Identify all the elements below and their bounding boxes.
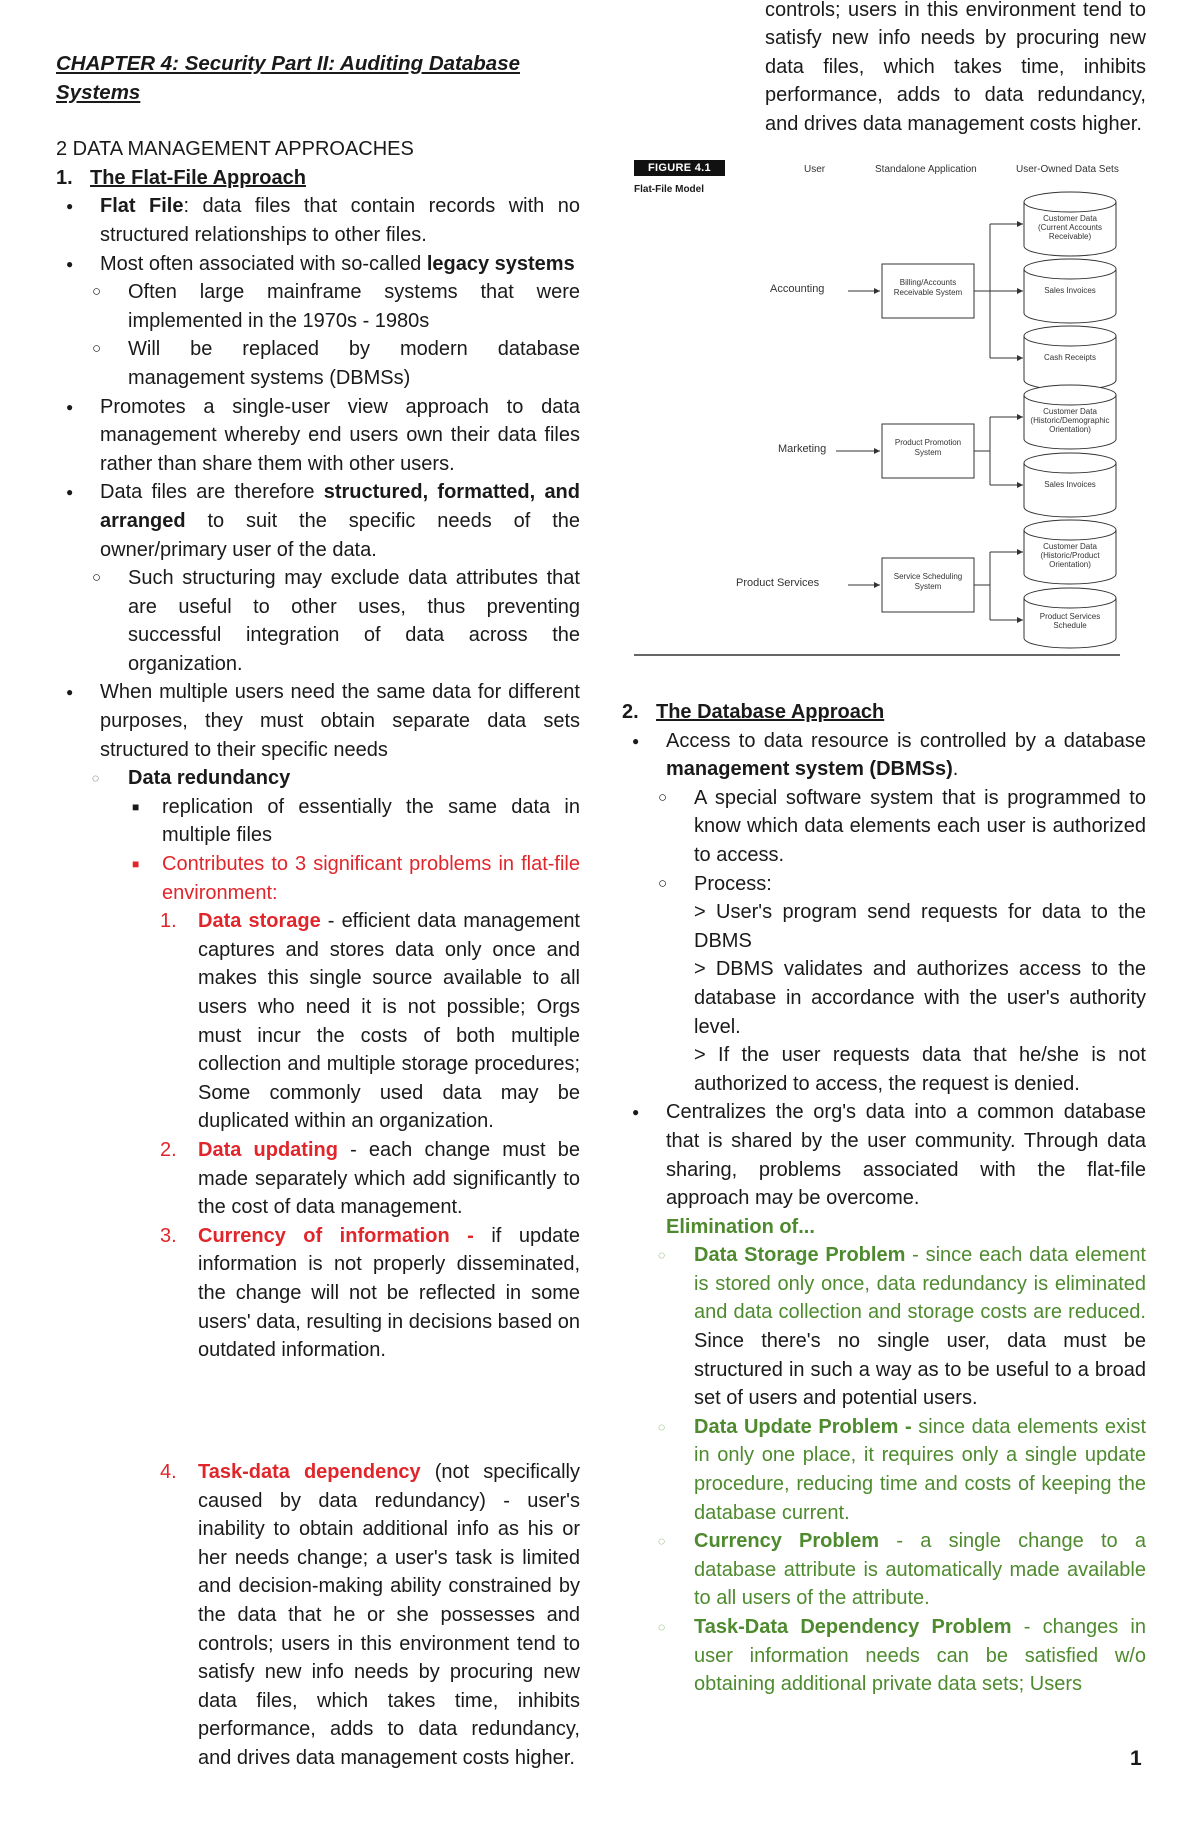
legacy-sub-bullet: ○ Often large mainframe systems that were implemented in the 1970s - 1980s bbox=[56, 278, 580, 335]
bullet-dot-icon: ● bbox=[632, 733, 640, 748]
redundancy-heading: ◌ Data redundancy bbox=[56, 764, 580, 793]
problem-item: 1. Data storage - efficient data management captures and stores data only once and makes this single source available to all users who need it is not possible; Orgs must incur the costs of both multiple collection and multiple storage procedures; Some commonly used data may be duplicated within an organization. bbox=[160, 910, 580, 1133]
figure-dataset-label: Cash Receipts bbox=[1043, 353, 1097, 362]
centralize-bullet: ● Centralizes the org's data into a common database that is shared by the user community. Through data sharing, problems associated with the flat-file approach may be overcome. bbox=[622, 1098, 1146, 1212]
solution-item: ◌ Currency Problem - a single change to a database attribute is automatically made available to all users of the attribute. bbox=[622, 1527, 1146, 1613]
single-user-bullet: ● Promotes a single-user view approach to data management whereby end users own their data files rather than share them with other users. bbox=[56, 393, 580, 479]
bullet-dotted-circle-icon: ◌ bbox=[92, 771, 100, 786]
bullet-dot-icon: ● bbox=[66, 256, 74, 271]
database-heading: 2. The Database Approach bbox=[622, 701, 885, 723]
dbms-sub-bullet: ○ A special software system that is programmed to know which data elements each user is authorized to access. bbox=[622, 784, 1146, 870]
figure-user-label: Marketing bbox=[778, 443, 827, 455]
problem-item: 3. Currency of information - if update information is not properly disseminated, the change will not be reflected in some users' data, resulting in decisions based on outdated information. bbox=[160, 1224, 580, 1362]
bullet-circle-icon: ○ bbox=[92, 569, 102, 587]
right-column bbox=[622, 698, 1146, 1699]
solution-item: ◌ Data Storage Problem - since each data element is stored only once, data redundancy is eliminated and data collection and storage costs are reduced. Since there's no single user, data must be structured in such a way as to be useful to a broad set of users and potential users. bbox=[622, 1241, 1146, 1413]
left-column bbox=[56, 50, 580, 1365]
figure-dataset-label: Customer Data (Current Accounts Receivable) bbox=[1037, 214, 1103, 241]
structured-bullet: ● Data files are therefore structured, formatted, and arranged to suit the specific needs of the owner/primary user of the data. bbox=[56, 478, 580, 564]
figure-dataset-label: Sales Invoices bbox=[1044, 480, 1096, 489]
process-bullet: ○ Process: bbox=[622, 870, 1146, 899]
bullet-dotted-circle-icon: ◌ bbox=[658, 1620, 666, 1634]
process-step: > DBMS validates and authorizes access to the database in accordance with the user's authority level. bbox=[694, 958, 1146, 1038]
figure-col-user: User bbox=[804, 164, 826, 175]
bullet-square-icon: ■ bbox=[132, 799, 140, 814]
legacy-bullet: ● Most often associated with so-called legacy systems bbox=[56, 250, 580, 279]
redundancy-definition: ■ replication of essentially the same data in multiple files bbox=[56, 793, 580, 850]
multiple-users-bullet: ● When multiple users need the same data for different purposes, they must obtain separate data sets structured to their specific needs bbox=[56, 678, 580, 764]
dbms-bullet: ● Access to data resource is controlled by a database management system (DBMSs). bbox=[622, 727, 1146, 784]
problem-item-4-left: 4. Task-data dependency (not specifically caused by data redundancy) - user's inability to obtain additional info as his or her needs change; a user's task is limited and decision-making ability constrained by the data that he or she possesses and controls; users in this environment tend to satisfy new info needs by procuring new data files, which takes time, inhibits performance, adds to data redundancy, and drives data management costs higher. bbox=[160, 1461, 580, 1769]
figure-title: FIGURE 4.1 bbox=[634, 160, 725, 176]
problem-item-4-continued: controls; users in this environment tend to satisfy new info needs by procuring new data files, which takes time, inhibits performance, adds to data redundancy, and drives data management costs higher. bbox=[765, 0, 1146, 135]
figure-dataset-label: Customer Data (Historic/Demographic Orientation) bbox=[1030, 407, 1110, 434]
structured-sub-bullet: ○ Such structuring may exclude data attributes that are useful to other uses, thus preventing successful integration of data across the organization. bbox=[56, 564, 580, 678]
page-number: 1 bbox=[1130, 1747, 1142, 1770]
bullet-square-icon: ■ bbox=[132, 857, 140, 872]
problem-item: 2. Data updating - each change must be made separately which add significantly to the cost of data management. bbox=[160, 1138, 580, 1219]
elimination-heading: Elimination of... bbox=[666, 1215, 815, 1238]
figure-col-data: User-Owned Data Sets bbox=[1016, 164, 1119, 175]
bullet-dot-icon: ● bbox=[66, 685, 74, 700]
bullet-circle-icon: ○ bbox=[658, 788, 668, 806]
process-step: > If the user requests data that he/she is not authorized to access, the request is denied. bbox=[694, 1044, 1146, 1095]
figure-subtitle: Flat-File Model bbox=[634, 184, 704, 195]
figure-app-label: Service Scheduling System bbox=[893, 572, 963, 591]
figure-user-label: Accounting bbox=[770, 283, 825, 295]
bullet-dotted-circle-icon: ◌ bbox=[658, 1534, 666, 1549]
bullet-dot-icon: ● bbox=[66, 485, 74, 500]
figure-col-app: Standalone Application bbox=[875, 164, 977, 175]
figure-app-label: Billing/Accounts Receivable System bbox=[893, 278, 963, 297]
bullet-circle-icon: ○ bbox=[92, 340, 102, 358]
process-step: > User's program send requests for data to the DBMS bbox=[694, 901, 1146, 952]
bullet-dot-icon: ● bbox=[632, 1105, 640, 1120]
approaches-heading: 2 DATA MANAGEMENT APPROACHES bbox=[56, 138, 414, 161]
solution-item: ◌ Task-Data Dependency Problem - changes in user information needs can be satisfied w/o obtaining additional private data sets; Users bbox=[622, 1613, 1146, 1699]
redundancy-problems: ■ Contributes to 3 significant problems in flat-file environment: bbox=[56, 850, 580, 907]
figure-app-label: Product Promotion System bbox=[894, 438, 962, 457]
bullet-dotted-circle-icon: ◌ bbox=[658, 1419, 666, 1434]
bullet-circle-icon: ○ bbox=[658, 874, 668, 892]
chapter-title: CHAPTER 4: Security Part II: Auditing Database Systems bbox=[56, 52, 520, 104]
bullet-dotted-circle-icon: ◌ bbox=[658, 1248, 666, 1263]
figure-dataset-label: Customer Data (Historic/Product Orientation) bbox=[1040, 542, 1100, 569]
legacy-sub-bullet: ○ Will be replaced by modern database management systems (DBMSs) bbox=[56, 335, 580, 392]
bullet-dot-icon: ● bbox=[66, 399, 74, 414]
bullet-circle-icon: ○ bbox=[92, 283, 102, 301]
flat-file-heading: 1. The Flat-File Approach bbox=[56, 166, 306, 189]
figure-dataset-label: Sales Invoices bbox=[1044, 286, 1096, 295]
figure-dataset-label: Product Services Schedule bbox=[1039, 612, 1101, 630]
flat-file-bullet: ● Flat File: data files that contain records with no structured relationships to other files. bbox=[56, 192, 580, 249]
bullet-dot-icon: ● bbox=[66, 199, 74, 214]
solution-item: ◌ Data Update Problem - since data elements exist in only one place, it requires only a single update procedure, reducing time and costs of keeping the database current. bbox=[622, 1413, 1146, 1527]
flat-file-model-figure bbox=[630, 152, 1146, 658]
figure-user-label: Product Services bbox=[736, 577, 820, 589]
